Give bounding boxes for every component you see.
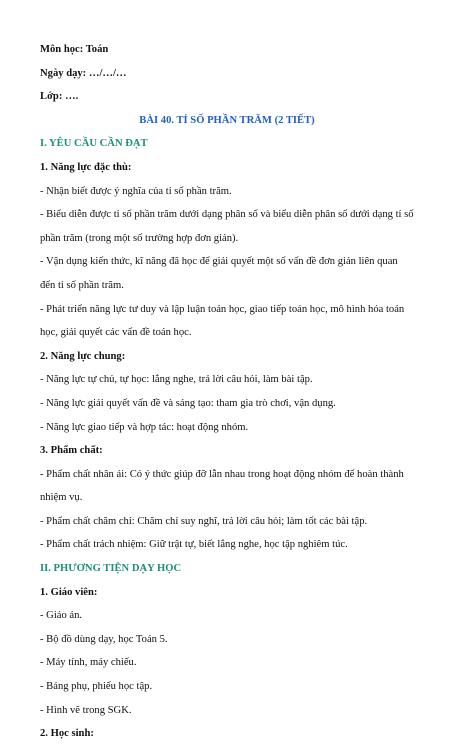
competence-item: - Năng lực giao tiếp và hợp tác: hoạt động nhóm. xyxy=(40,421,249,433)
material-item: - Bộ đồ dùng dạy, học Toán 5. xyxy=(40,633,168,645)
lesson-title: BÀI 40. TỈ SỐ PHẦN TRĂM (2 TIẾT) xyxy=(139,114,315,126)
quality-item: - Phẩm chất chăm chỉ: Chăm chỉ suy nghĩ, trả lời câu hỏi; làm tốt các bài tập. xyxy=(40,515,368,527)
document-body xyxy=(40,38,414,746)
objective-item: - Vận dụng kiến thức, kĩ năng đã học để giải quyết một số vấn đề đơn giản liên quan đến tỉ số phần trăm. xyxy=(40,256,398,291)
material-item: - Bảng phụ, phiếu học tập. xyxy=(40,681,153,693)
competence-item: - Năng lực tự chủ, tự học: lắng nghe, trả lời câu hỏi, làm bài tập. xyxy=(40,374,313,386)
material-item: - Hình vẽ trong SGK. xyxy=(40,704,132,716)
objective-item: - Phát triển năng lực tư duy và lập luận toán học, giao tiếp toán học, mô hình hóa toán học, giải quyết các vấn đề toán học. xyxy=(40,303,405,339)
section-heading-objectives: I. YÊU CẦU CẦN ĐẠT xyxy=(40,138,148,150)
class-line: Lớp: …. xyxy=(40,91,79,103)
quality-item: - Phẩm chất trách nhiệm: Giữ trật tự, biết lắng nghe, học tập nghiêm túc. xyxy=(40,539,348,551)
teaching-date-line: Ngày dạy: …/…/… xyxy=(40,67,127,79)
section-heading-materials: II. PHƯƠNG TIỆN DẠY HỌC xyxy=(40,563,182,575)
quality-item: - Phẩm chất nhân ái: Có ý thức giúp đỡ lẫn nhau trong hoạt động nhóm để hoàn thành nhiệm vụ. xyxy=(40,468,404,504)
subheading-specific-competence: 1. Năng lực đặc thù: xyxy=(40,161,132,173)
subject-line: Môn học: Toán xyxy=(40,44,109,55)
objective-item: - Nhận biết được ý nghĩa của tỉ số phần trăm. xyxy=(40,185,232,197)
material-item: - Giáo án. xyxy=(40,610,83,622)
competence-item: - Năng lực giải quyết vấn đề và sáng tạo: tham gia trò chơi, vận dụng. xyxy=(40,397,336,409)
subheading-qualities: 3. Phẩm chất: xyxy=(40,445,103,457)
objective-item: - Biểu diễn được tỉ số phần trăm dưới dạng phân số và biểu diễn phân số dưới dạng tỉ số phần trăm (trong một số trường hợp đơn giản). xyxy=(40,209,414,244)
subheading-students: 2. Học sinh: xyxy=(40,728,94,740)
subheading-general-competence: 2. Năng lực chung: xyxy=(40,350,126,362)
subheading-teacher: 1. Giáo viên: xyxy=(40,586,98,598)
material-item: - Máy tính, máy chiếu. xyxy=(40,657,137,669)
